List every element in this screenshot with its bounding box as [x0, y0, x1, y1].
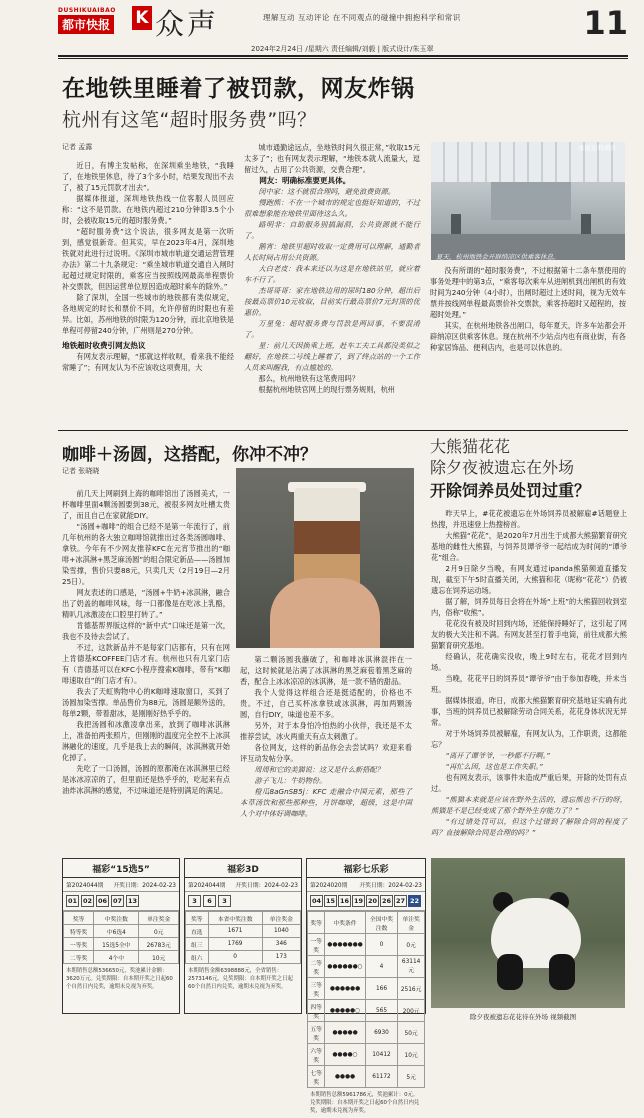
lottery-ball: 3	[188, 895, 201, 907]
article1-column-2	[244, 142, 420, 395]
table-cell: 10412	[365, 1044, 398, 1066]
table-row	[308, 1066, 425, 1088]
lottery-date: 开奖日期：2024-02-23	[235, 883, 298, 889]
paragraph: 据媒体报道，昨日，成都大熊猫繁育研究基地证实确有此事，当班的饲养员已被解除劳动合同关系，花花身体状况无异常。	[431, 696, 627, 727]
table-cell: 6930	[365, 1022, 398, 1044]
table-cell: 5元	[398, 1066, 425, 1088]
table-cell: 四等奖	[308, 1000, 325, 1022]
paragraph: 当晚，花花平日的饲养员“谭爷爷”由于参加春晚，并未当班。	[431, 674, 627, 694]
quote: “有过错处罚可以，但这个过错到了解除合同的程度了吗？直接解除合同是合理的吗？”	[431, 817, 627, 837]
table-cell: 166	[365, 978, 398, 1000]
table-cell: 4	[365, 956, 398, 978]
lottery-15-5	[62, 858, 180, 1014]
paragraph: 城市通勤途远点，坐地铁时间久很正常，”收取15元太多了”；也有网友表示理解，“地铁本就人流量大，逗留过久，占用了公共资源，交费合理”。	[244, 143, 420, 174]
issue-line: 2024年2月24日 /星期六 责任编辑/刘毅 | 版式设计/朱玉翠	[251, 45, 434, 53]
comment: 杰哥哥哥：家在地铁边用的尿时180分钟，超出后按最高票价10元收取，目前实行最高票价7元封顶的优惠价。	[244, 286, 420, 317]
table-row	[186, 925, 301, 938]
article3-title-line2: 除夕夜被遗忘在外场	[430, 458, 575, 477]
lottery-ball: 6	[203, 895, 216, 907]
panda-photo	[431, 858, 625, 1008]
hand	[270, 578, 380, 648]
article3-title-line1: 大熊猫花花	[430, 437, 511, 456]
comment: 路明非：自助服务别搞漏洞，公共资源就不能行了。	[244, 220, 420, 240]
table-cell: 0元	[398, 934, 425, 956]
photo1-credit: 本报资料照片	[578, 144, 617, 152]
table-cell: 15选5全中	[94, 938, 139, 951]
paragraph: 根据杭州地铁官网上的现行票务规则，杭州	[258, 385, 395, 394]
article1-column-3	[430, 265, 626, 353]
table-cell: 特等奖	[64, 925, 94, 938]
paragraph: 我把汤圆和冰激凌拿出来，放到了咖啡冰淇淋上，准备拍两张照片，但刚刚的温度完全控不上冰淇淋融化的速度，几乎是我上去的瞬间，冰淇淋就开始化掉了。	[62, 720, 230, 762]
top-rule	[58, 55, 628, 57]
logo-chinese: 都市快报	[58, 15, 114, 34]
paragraph: 前几天上网刷到上海的咖啡馆出了汤圆美式，一杯咖啡里面4颗汤圆要到38元，被很多网友吐槽太贵了，而且自己在家就能DIY。	[62, 489, 230, 520]
table-row	[64, 925, 179, 938]
paragraph: 经确认，花花确实没收，晚上9时左右，花花才回到内场。	[431, 652, 627, 672]
article2-byline: 记者 张晓晓	[62, 467, 100, 475]
table-row	[186, 912, 301, 925]
table-cell: ●●●●●●●	[325, 934, 365, 956]
table-cell: 组六	[186, 951, 209, 964]
lottery-ball: 26	[381, 897, 392, 905]
lottery-ball: 16	[339, 897, 350, 905]
table-cell: 直选	[186, 925, 209, 938]
paragraph: 大熊猫“花花”，是2020年7月出生于成都大熊猫繁育研究基地的雌性大熊猫，与饲养员谭爷爷一起结成为时间的“谭爷花”组合。	[431, 531, 627, 562]
lottery-ball: 07	[112, 897, 123, 905]
logo-k-icon: K	[132, 6, 152, 30]
article1-subtitle: 杭州有这笔“超时服务费”吗？	[62, 109, 317, 131]
coffee-tangyuan-photo	[236, 468, 414, 648]
table-cell: 0	[365, 934, 398, 956]
photo-gate	[581, 214, 591, 236]
paragraph: 其实，在杭州地铁各出闸口，每年夏天，许多车站都会开辟纳凉区供乘客休息。现在杭州不少站点内也有商业街，有各种家居饰品、便利店内，也是可以休息的。	[430, 321, 626, 352]
paragraph: 那么，杭州地铁有这笔费用吗？	[258, 374, 360, 383]
article3-title-line3: 开除饲养员处罚过重？	[430, 481, 591, 500]
lottery-3d	[184, 858, 302, 1014]
table-cell: 单注奖金	[398, 912, 425, 934]
paragraph: 肯德基帮界版这样的“新中式”口味还是第一次，我也不及待去尝试了。	[62, 621, 230, 641]
table-row	[64, 912, 179, 925]
table-cell: 2516元	[398, 978, 425, 1000]
lottery-ball: 01	[67, 897, 78, 905]
paragraph: 据媒体报道，深圳地铁热线一位客服人员回应称：“这不是罚款。在地铁内超过210分钟即3.5个小时，会被收取15元的超时服务费。”	[62, 194, 234, 225]
article1-column-1	[62, 160, 234, 373]
article3-column	[431, 508, 627, 838]
lottery-meta	[185, 878, 301, 892]
table-cell: 单注奖金	[262, 912, 300, 925]
table-cell: 中奖注数	[94, 912, 139, 925]
table-cell: 五等奖	[308, 1022, 325, 1044]
table-row	[308, 1000, 425, 1022]
table-cell: ●●●●○	[325, 1044, 365, 1066]
paragraph: 据了解，饲养员每日会将在外场“上班”的大熊猫回收到室内，俗称“收熊”。	[431, 597, 627, 617]
logo-english: DUSHIKUAIBAO	[58, 7, 116, 14]
paragraph: 各位网友，这样的新品你会去尝试吗？欢迎来看评互动发帖分享。	[240, 743, 412, 763]
table-row	[308, 1022, 425, 1044]
top-rule-thin	[58, 58, 628, 59]
masthead	[58, 4, 628, 56]
table-cell: ●●●●●	[325, 1022, 365, 1044]
lottery-ball: 13	[127, 897, 138, 905]
section-title: 众声	[155, 7, 220, 41]
paragraph: 我去了天虹购物中心的K咖啡速取窗口，买到了汤圆加染雪撑。单品售价为88元，汤圆是额外送的，每单2颗，带着甜冰，是刚刚好热乎乎的。	[62, 687, 230, 718]
paragraph: 昨天早上，#花花被遗忘在外场饲养员被解雇#话题登上热搜，并迅速登上热搜榜首。	[431, 509, 627, 529]
lottery-numbers	[307, 892, 425, 911]
table-cell: 346	[262, 938, 300, 951]
table-cell: 1040	[262, 925, 300, 938]
paragraph: 近日，有博主发帖称，在深圳乘坐地铁，“我睡了，在地铁里休息，待了3个多小时，结果发现出不去了，被了15元罚款才出去”。	[62, 161, 234, 192]
table-cell: 0元	[139, 925, 179, 938]
table-cell: 奖等	[64, 912, 94, 925]
quote: “再忙么因，这也是工作失职。”	[445, 762, 543, 771]
table-cell: 565	[365, 1000, 398, 1022]
table-row	[308, 934, 425, 956]
lottery-ball: 19	[353, 897, 364, 905]
section-slogan: 理解互动 互动评论 在不同观点的碰撞中拥抱科学和常识	[263, 13, 461, 22]
lottery-issue: 第2024044期	[66, 883, 104, 889]
panda-leg	[549, 954, 575, 990]
lottery-table	[185, 911, 301, 964]
article1-subhead-2: 网友：明确标准要更具体。	[259, 176, 351, 185]
table-cell: 1769	[208, 938, 262, 951]
table-cell: 10元	[398, 1044, 425, 1066]
lottery-ball: 06	[97, 897, 108, 905]
lottery-issue: 第2024044期	[188, 883, 226, 889]
table-cell: 173	[262, 951, 300, 964]
lottery-numbers	[185, 892, 301, 911]
lottery-note: 本期销售金额6398888元，全省销售：2573146元。兑奖期限：自本期开奖之日起60个自然日内兑奖，逾期未兑视为弃奖。	[188, 968, 293, 990]
comment: 闵中家：这不就很合理吗，避免浪费资源。	[258, 187, 395, 196]
table-row	[308, 956, 425, 978]
lottery-ball: 27	[395, 897, 406, 905]
lottery-issue: 第2024020期	[310, 883, 348, 889]
lottery-title: 福彩“15选5”	[63, 859, 179, 878]
photo1-caption: 夏天，杭州地铁会开辟纳凉区供乘客休息。	[436, 253, 560, 261]
article1-byline: 记者 孟露	[62, 143, 93, 151]
lottery-table	[63, 911, 179, 964]
lottery-date: 开奖日期：2024-02-23	[359, 883, 422, 889]
comment: 鹅宵：地铁里超时收取一定费用可以理解，通勤者人长时间占用公共资源。	[244, 242, 420, 262]
table-row	[308, 912, 425, 934]
table-cell: 本省中奖注数	[208, 912, 262, 925]
table-cell: 二等奖	[64, 951, 94, 964]
paragraph: 花花没有被及时回到内场，还能保持睡好了，这引起了网友的极大关注和不满。有网友甚至打着手电筒，前往成都大熊猫繁育研究基地。	[431, 619, 627, 650]
paragraph: 另外，对于本身怕冷怕热的小伙伴，我还是不太推荐尝试，冰火两重天有点太刺激了。	[240, 721, 412, 741]
paragraph: 网友表述的口感是，“汤圆+牛奶+冰淇淋，融合出了奶盖的咖啡风味，每一口都像是在吃冰上乳酪，精叭几冰激凌在口腔里打转了。”	[62, 588, 230, 619]
article2-title: 咖啡＋汤圆，这搭配，你冲不冲？	[62, 445, 317, 465]
lottery-ball: 02	[82, 897, 93, 905]
lottery-ball: 15	[325, 897, 336, 905]
table-row	[308, 1044, 425, 1066]
panda-leg	[497, 954, 523, 990]
paragraph: 除了深圳，全国一些城市的地铁都有类似规定，各地规定的时长和票价不同，允许停留的时限也有差异。比如，苏州地铁的时限为120分钟，而北京地铁是单程可停留240分钟，广州则是270分钟。	[62, 293, 234, 335]
lottery-title: 福彩七乐彩	[307, 859, 425, 878]
lottery-ball: 04	[311, 897, 322, 905]
paragraph: 第二颗汤圆我蘸破了，和咖啡冰淇淋混拌在一起，这时候就是沾满了冰淇淋的黑芝麻苞着黑芝麻的香，配合上冰冰凉凉的冰淇淋，是一款不错的甜品。	[240, 655, 412, 686]
quote: “离开了谭爷爷，一秒都不行啊。”	[445, 751, 550, 760]
paragraph: 没有所谓的“超时服务费”，不过根据第十二条车票使用的事务处理中的第3点，“乘客每次乘车从进闸机到出闸机的有效时间为240分钟（4小时），出闸时超过上述时间，视为无效车票并按线网单程最高票价补交票款，乘客持超时又超程的，按超时处理。”	[430, 266, 626, 319]
paragraph: 不过，这款新品并不是每家门店都有，只有在网上肯德基KCOFFEE门店才有。杭州也只有几家门店有（肯德基可以在KFC小程序搜索K咖啡，带有“K咖啡速取自”的门店才有）。	[62, 643, 230, 685]
table-cell: 七等奖	[308, 1066, 325, 1088]
table-cell: 单注奖金	[139, 912, 179, 925]
comment: 万星兔：超时服务费与罚款是两回事，不要混淆了。	[244, 319, 420, 339]
paragraph: 我个人觉得这样组合还是挺适配的，价格也不贵。不过，自己买杯冰拿铁或冰淇淋，再加两颗汤圆，自行DIY，味道也差不多。	[240, 688, 412, 719]
table-cell: ●●●●●○	[325, 1000, 365, 1022]
comment: 周周和它的美猫说：这又是什么新搭配？	[254, 765, 384, 774]
table-row	[186, 951, 301, 964]
table-cell: 一等奖	[64, 938, 94, 951]
table-cell: 200元	[398, 1000, 425, 1022]
table-cell: ●●●●●●○	[325, 956, 365, 978]
table-cell: 奖等	[186, 912, 209, 925]
paragraph: “超时服务费”这个说法，很多网友是第一次听到，感觉很新奇。但其实，早在2023年4月，深圳地铁就对此进行过说明。《深圳市城市轨道交通运营管理办法》第二十九条规定：“乘坐城市轨道交通自入闸时起超过规定时限的，乘客应当按照线网最高单程票价补交票款，但因运营单位原因造成超时乘车的除外。”	[62, 227, 234, 291]
lottery-ball: 3	[218, 895, 231, 907]
lottery-note: 本期销售总额5961786元，奖池累计：0元。兑奖期限：自本期开奖之日起60个自然日内兑奖，逾期未兑视为弃奖。	[310, 1092, 420, 1114]
table-row	[64, 938, 179, 951]
comment: 大白老皮：我本来还以为这是在地铁站里，就应着车不行了。	[244, 264, 420, 284]
article2-column-2	[240, 654, 412, 819]
table-cell: 全国中奖注数	[365, 912, 398, 934]
photo-wall	[491, 182, 571, 220]
photo-gate	[451, 214, 461, 236]
article1-title: 在地铁里睡着了被罚款，网友炸锅	[62, 76, 415, 102]
table-cell: ●●●●●●	[325, 978, 365, 1000]
lottery-meta	[307, 878, 425, 892]
comment: 游子飞儿：牛奶物份。	[254, 776, 327, 785]
table-cell: 1671	[208, 925, 262, 938]
table-row	[186, 938, 301, 951]
table-cell: 4个中	[94, 951, 139, 964]
section-divider	[58, 430, 628, 431]
lottery-numbers	[63, 892, 179, 911]
lottery-title: 福彩3D	[185, 859, 301, 878]
lottery-ball: 20	[367, 897, 378, 905]
paragraph: 也有网友表示，该事件未造成严重后果，开除的处罚有点过。	[431, 773, 627, 793]
paragraph: 有网友表示理解，“那就这样收呗，看来我不能经常睡了”；有网友认为不应该收这项费用，大	[62, 352, 234, 372]
table-cell: 组三	[186, 938, 209, 951]
comment: 星：前几天因换乘上班，赶车工夫工具都没类似之翻好，在地铁二号线上睡着了，到了终点站的一个工作人员来叫醒我，有点尴尬的。	[244, 341, 420, 372]
table-cell: 三等奖	[308, 978, 325, 1000]
table-cell: 61172	[365, 1066, 398, 1088]
table-cell: 中奖条件	[325, 912, 365, 934]
paragraph: 2月9日除夕当晚，有网友通过ipanda熊猫频道直播发现，截至下午5时直播关闭，大熊猫和花（昵称“花花”）仍被遗忘在饲养运动场。	[431, 564, 627, 595]
article2-column-1	[62, 488, 230, 796]
lottery-special-ball: 22	[409, 897, 420, 905]
table-row	[308, 978, 425, 1000]
table-cell: 中6选4	[94, 925, 139, 938]
table-cell: 二等奖	[308, 956, 325, 978]
paragraph: “汤圆+咖啡”的组合已经不是第一年流行了，前几年杭州的各大独立咖啡馆就推出过各类汤圆咖啡、拿铁。今年有不少网友推荐KFC在元宵节推出的“咖啡+冰淇淋+黑芝麻汤圆”的组合限定新品——汤圆加染雪撑，售价只要88元，只卖几天（2月19日—2月25日）。	[62, 522, 230, 586]
page-number: 11	[583, 4, 628, 42]
table-cell: ●●●●	[325, 1066, 365, 1088]
quote: “熊猫本来就是应该在野外生活的，遗忘熊也不行的呀，熊猫是不是已经变成了那个野外生存能力了？”	[431, 795, 627, 815]
table-cell: 26783元	[139, 938, 179, 951]
lottery-qilecai	[306, 858, 426, 1114]
article1-subhead: 地铁超时收费引网友热议	[62, 341, 146, 350]
table-cell: 奖等	[308, 912, 325, 934]
table-cell: 六等奖	[308, 1044, 325, 1066]
lottery-date: 开奖日期：2024-02-23	[113, 883, 176, 889]
comment: 慢跑熊：不在一个城市的规定也挺好知道的，不过很难想象能在地铁里面待这么久。	[244, 198, 420, 218]
lottery-meta	[63, 878, 179, 892]
table-row	[64, 951, 179, 964]
lottery-table	[307, 911, 425, 1088]
table-cell: 10元	[139, 951, 179, 964]
table-cell: 一等奖	[308, 934, 325, 956]
table-cell: 50元	[398, 1022, 425, 1044]
table-cell: 0	[208, 951, 262, 964]
paragraph: 先吃了一口汤圆，汤圆的原都淹在冰淇淋里已经是冰冰凉凉的了，但里面还是热乎乎的，吃起来有点油炸冰淇淋的感觉，不过味道还是特别满足的满足。	[62, 764, 230, 795]
comment: 橙瓜8aGnSB5j：KFC 走融合中国元素，那些了本草汤饮和那些那种些，月饼咖啡，超级，这是中国人个对中体好调咖啡。	[240, 787, 412, 818]
photo3-caption: 除夕夜被遗忘花花待在外场 视频截图	[470, 1013, 577, 1021]
paragraph: 对于外场饲养员被解雇，有网友认为，工作职责，这都能忘？	[431, 729, 627, 749]
table-cell: 63114元	[398, 956, 425, 978]
subway-rest-area-photo	[431, 142, 625, 260]
lottery-note: 本期销售总额536650元，奖池累计金额：3620万元。兑奖期限：自本期开奖之日起60个自然日内兑奖，逾期未兑视为弃奖。	[66, 968, 173, 990]
